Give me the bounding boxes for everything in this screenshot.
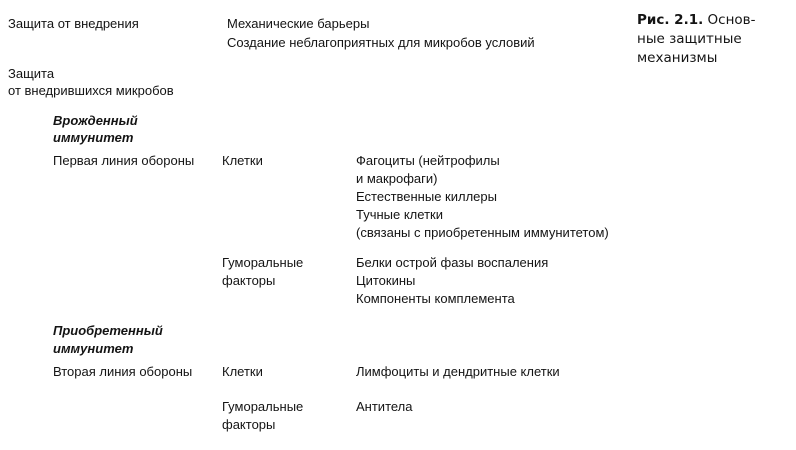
protection-invaded-line1: Защита — [8, 66, 55, 81]
acquired-heading-line2: иммунитет — [53, 341, 134, 356]
innate-heading-line2: иммунитет — [53, 130, 134, 145]
caption-text-line1: Основ- — [707, 12, 756, 28]
innate-cells-label: Клетки — [222, 153, 263, 168]
innate-humoral-item: Цитокины — [356, 273, 416, 288]
innate-cell-item: Естественные киллеры — [356, 189, 497, 204]
innate-humoral-label-line2: факторы — [222, 273, 276, 288]
innate-heading-line1: Врожденный — [53, 113, 138, 128]
first-defense-line: Первая линия обороны — [53, 153, 195, 168]
caption-text-line2: ные защитные — [637, 31, 742, 47]
innate-humoral-item: Компоненты комплемента — [356, 291, 515, 306]
innate-humoral-label-line1: Гуморальные — [222, 255, 304, 270]
second-defense-line: Вторая линия обороны — [53, 364, 193, 379]
acquired-humoral-label-line1: Гуморальные — [222, 399, 304, 414]
acquired-cells-label: Клетки — [222, 364, 263, 379]
protection-entry-label: Защита от внедрения — [8, 16, 139, 31]
caption-text-line3: механизмы — [637, 50, 718, 66]
acquired-heading-line1: Приобретенный — [53, 323, 163, 338]
caption-line1 — [637, 11, 787, 30]
innate-cell-item: Тучные клетки — [356, 207, 443, 222]
innate-cell-item: и макрофаги) — [356, 171, 438, 186]
protection-invaded-line2: от внедрившихся микробов — [8, 83, 174, 98]
acquired-cell-item: Лимфоциты и дендритные клетки — [356, 364, 560, 379]
innate-cell-item: Фагоциты (нейтрофилы — [356, 153, 500, 168]
innate-humoral-item: Белки острой фазы воспаления — [356, 255, 549, 270]
figure-caption — [637, 11, 787, 68]
unfavorable-conditions: Создание неблагоприятных для микробов условий — [227, 35, 535, 50]
acquired-humoral-item: Антитела — [356, 399, 413, 414]
innate-cell-item: (связаны с приобретенным иммунитетом) — [356, 225, 609, 240]
mechanical-barriers: Механические барьеры — [227, 16, 370, 31]
caption-label: Рис. 2.1. — [637, 12, 704, 28]
acquired-humoral-label-line2: факторы — [222, 417, 276, 432]
